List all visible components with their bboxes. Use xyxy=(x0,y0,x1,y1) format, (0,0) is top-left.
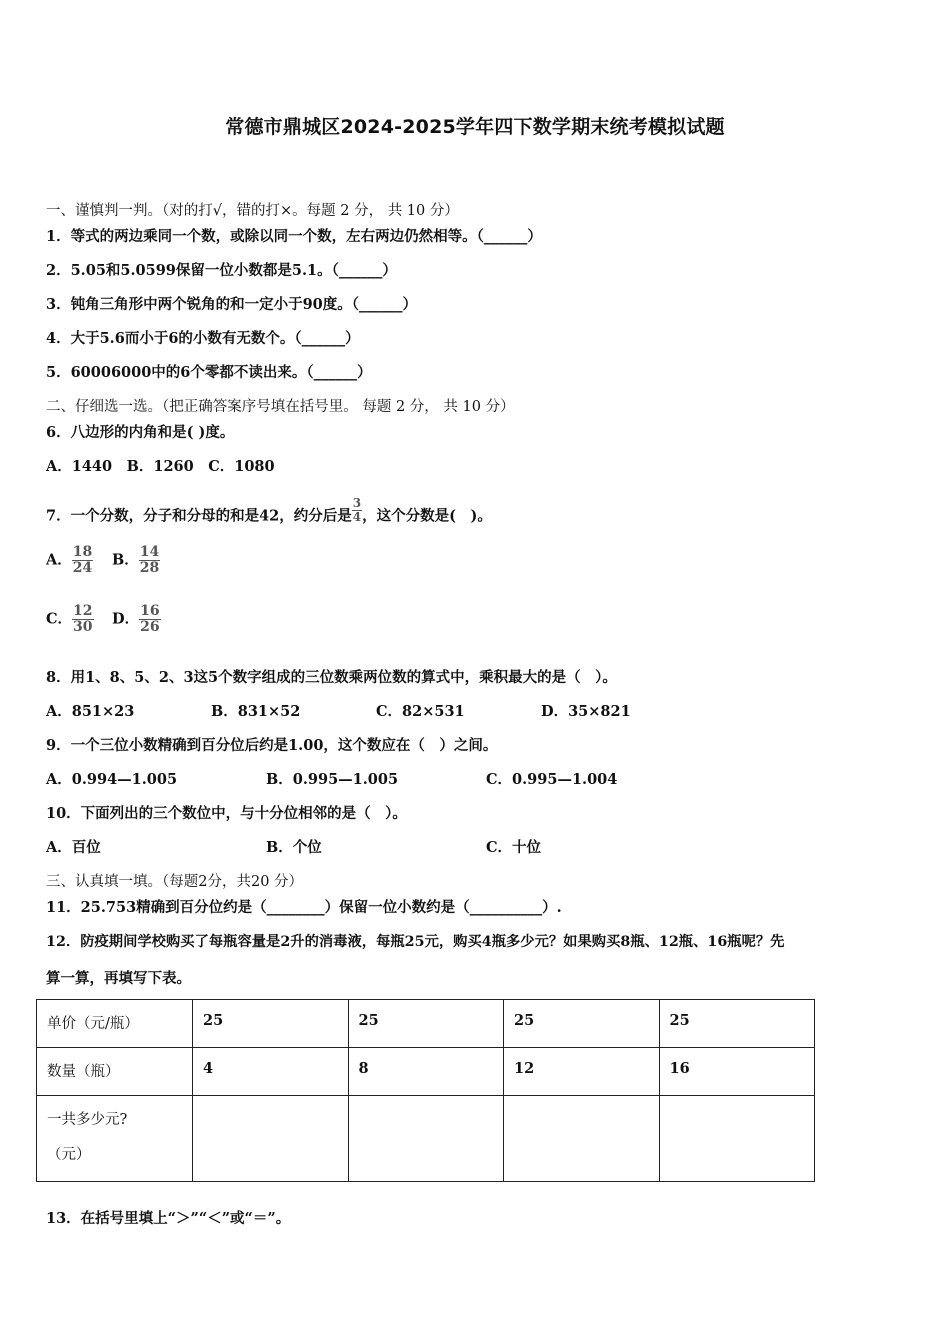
fraction-denominator: 30 xyxy=(73,619,93,635)
total-label: 一共多少元? xyxy=(47,1112,128,1128)
option-label: D． xyxy=(112,610,140,628)
question-3: 3．钝角三角形中两个锐角的和一定小于90度。（______） xyxy=(46,296,418,313)
row-label-total xyxy=(37,1096,193,1182)
question-10-option-c: C．十位 xyxy=(486,839,542,856)
table-cell: 16 xyxy=(659,1048,815,1096)
row-label-quantity: 数量（瓶） xyxy=(37,1048,193,1096)
question-4: 4．大于5.6而小于6的小数有无数个。（______） xyxy=(46,330,360,347)
fraction-denominator: 26 xyxy=(140,619,160,635)
question-1: 1．等式的两边乘同一个数，或除以同一个数，左右两边仍然相等。（______） xyxy=(46,228,542,245)
row-label-unit-price: 单价（元/瓶） xyxy=(37,1000,193,1048)
table-cell: 25 xyxy=(504,1000,660,1048)
option-label: B． xyxy=(112,551,139,569)
fraction-denominator: 28 xyxy=(139,560,160,576)
question-10-option-b: B．个位 xyxy=(266,839,322,856)
question-9-option-c: C．0.995—1.004 xyxy=(486,771,618,788)
fraction-numerator: 3 xyxy=(352,496,362,510)
option-fraction xyxy=(72,545,93,576)
option-label: C． xyxy=(46,610,73,628)
answer-cell[interactable] xyxy=(659,1096,815,1182)
fraction-numerator: 14 xyxy=(139,544,160,560)
option-label: A． xyxy=(46,551,72,569)
table-row xyxy=(37,1096,815,1182)
section3-heading: 三、认真填一填。（每题2分，共20 分） xyxy=(46,874,304,890)
question-9: 9．一个三位小数精确到百分位后约是1.00，这个数应在（ ）之间。 xyxy=(46,737,498,754)
question-12-line2: 算一算，再填写下表。 xyxy=(46,970,191,987)
table-cell: 12 xyxy=(504,1048,660,1096)
price-table xyxy=(36,999,815,1182)
table-cell: 25 xyxy=(193,1000,349,1048)
question-2: 2．5.05和5.0599保留一位小数都是5.1。（______） xyxy=(46,262,397,279)
question-6: 6．八边形的内角和是( )度。 xyxy=(46,424,235,441)
question-10: 10．下面列出的三个数位中，与十分位相邻的是（ ）。 xyxy=(46,805,407,822)
fraction-denominator: 24 xyxy=(72,560,93,576)
option-fraction xyxy=(72,604,93,635)
question-7-option-c xyxy=(46,604,94,635)
question-7-option-b xyxy=(112,545,160,576)
section2-heading: 二、仔细选一选。（把正确答案序号填在括号里。 每题 2 分， 共 10 分） xyxy=(46,399,515,415)
total-unit: （元） xyxy=(47,1147,91,1163)
option-fraction xyxy=(139,545,160,576)
fraction-numerator: 12 xyxy=(73,603,93,619)
question-8: 8．用1、8、5、2、3这5个数字组成的三位数乘两位数的算式中，乘积最大的是（ ）。 xyxy=(46,669,617,686)
question-13: 13．在括号里填上“＞”“＜”或“＝”。 xyxy=(46,1210,291,1227)
question-5: 5．60006000中的6个零都不读出来。（______） xyxy=(46,364,372,381)
question-7-fraction xyxy=(352,497,362,524)
answer-cell[interactable] xyxy=(348,1096,504,1182)
question-11: 11．25.753精确到百分位约是（________）保留一位小数约是（__________）. xyxy=(46,899,562,916)
question-8-option-d: D．35×821 xyxy=(541,703,631,720)
question-8-option-a: A．851×23 xyxy=(46,703,135,720)
question-7 xyxy=(46,496,492,530)
fraction-numerator: 18 xyxy=(72,544,93,560)
question-7-text: 7．一个分数，分子和分母的和是42，约分后是 xyxy=(46,507,352,525)
page-title: 常德市鼎城区2024-2025学年四下数学期末统考模拟试题 xyxy=(225,116,725,138)
table-cell: 25 xyxy=(659,1000,815,1048)
question-9-option-a: A．0.994—1.005 xyxy=(46,771,178,788)
section1-heading: 一、谨慎判一判。（对的打√，错的打×。每题 2 分， 共 10 分） xyxy=(46,203,459,219)
question-8-option-c: C．82×531 xyxy=(376,703,465,720)
question-6-options: A．1440 B．1260 C．1080 xyxy=(46,458,275,475)
fraction-denominator: 4 xyxy=(352,510,362,524)
question-7-option-d xyxy=(112,604,161,635)
question-9-option-b: B．0.995—1.005 xyxy=(266,771,399,788)
question-7-tail: ，这个分数是( )。 xyxy=(362,507,492,525)
table-cell: 4 xyxy=(193,1048,349,1096)
question-10-option-a: A．百位 xyxy=(46,839,101,856)
table-cell: 25 xyxy=(348,1000,504,1048)
answer-cell[interactable] xyxy=(193,1096,349,1182)
question-7-option-a xyxy=(46,545,93,576)
fraction-numerator: 16 xyxy=(140,603,160,619)
table-row xyxy=(37,1000,815,1048)
answer-cell[interactable] xyxy=(504,1096,660,1182)
question-8-option-b: B．831×52 xyxy=(211,703,301,720)
table-cell: 8 xyxy=(348,1048,504,1096)
table-row xyxy=(37,1048,815,1096)
question-12-line1: 12．防疫期间学校购买了每瓶容量是2升的消毒液，每瓶25元，购买4瓶多少元？如果购买8瓶、12瓶、16瓶呢？先 xyxy=(46,934,785,950)
option-fraction xyxy=(139,604,160,635)
